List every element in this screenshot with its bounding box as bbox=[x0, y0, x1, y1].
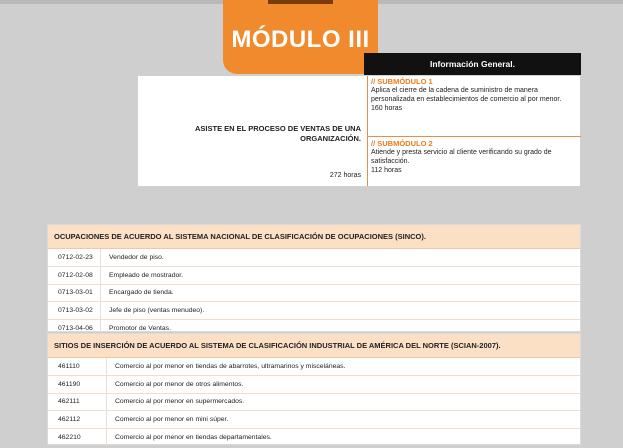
table-row bbox=[48, 429, 580, 446]
scian-desc: Comercio al por menor en mini súper. bbox=[106, 411, 580, 428]
scian-code: 461110 bbox=[58, 362, 80, 370]
table-row bbox=[48, 411, 580, 429]
scian-desc: Comercio al por menor de otros alimentos. bbox=[106, 376, 580, 393]
scian-code: 462111 bbox=[58, 398, 80, 406]
submodule-2-heading: // SUBMÓDULO 2 bbox=[371, 139, 433, 148]
tab-notch bbox=[268, 0, 333, 4]
module-total-hours: 272 horas bbox=[329, 172, 361, 179]
submodule-list bbox=[367, 76, 581, 186]
submodule-1 bbox=[368, 76, 581, 137]
table-row bbox=[48, 376, 580, 394]
table-row bbox=[48, 285, 580, 303]
sinco-title: OCUPACIONES DE ACUERDO AL SISTEMA NACIONAL DE CLASIFICACIÓN DE OCUPACIONES (SINCO). bbox=[48, 225, 580, 249]
submodule-1-text: Aplica el cierre de la cadena de suministro de manera personalizada en establecimientos de comercio al por menor. bbox=[371, 87, 562, 103]
table-row bbox=[48, 249, 580, 267]
occupation-desc: Vendedor de piso. bbox=[100, 249, 580, 266]
occupation-desc: Jefe de piso (ventas menudeo). bbox=[100, 302, 580, 319]
scian-title: SITIOS DE INSERCIÓN DE ACUERDO AL SISTEMA DE CLASIFICACIÓN INDUSTRIAL DE AMÉRICA DEL NORTE (SCIAN-2007). bbox=[48, 334, 580, 358]
module-title: MÓDULO III bbox=[231, 26, 370, 53]
scian-table bbox=[47, 333, 581, 445]
table-row bbox=[48, 302, 580, 320]
submodule-1-heading: // SUBMÓDULO 1 bbox=[371, 77, 433, 86]
submodule-2 bbox=[368, 138, 581, 186]
scian-desc: Comercio al por menor en tiendas departamentales. bbox=[106, 429, 580, 446]
sinco-table bbox=[47, 224, 581, 332]
occupation-code: 0712-02-08 bbox=[58, 271, 93, 279]
module-info-card bbox=[137, 75, 581, 187]
scian-desc: Comercio al por menor en supermercados. bbox=[106, 394, 580, 411]
submodule-2-hours: 112 horas bbox=[371, 167, 402, 174]
module-tab bbox=[223, 0, 378, 74]
occupation-code: 0712-02-23 bbox=[58, 253, 93, 261]
occupation-code: 0713-04-06 bbox=[58, 325, 93, 333]
table-row bbox=[48, 267, 580, 285]
occupation-desc: Encargado de tienda. bbox=[100, 285, 580, 302]
table-row bbox=[48, 358, 580, 376]
submodule-1-hours: 160 horas bbox=[371, 105, 403, 112]
scian-desc: Comercio al por menor en tiendas de abarrotes, ultramarinos y misceláneas. bbox=[106, 358, 580, 375]
scian-code: 461190 bbox=[58, 380, 81, 388]
module-summary bbox=[138, 76, 367, 186]
table-row bbox=[48, 394, 580, 412]
module-main-title: ASISTE EN EL PROCESO DE VENTAS DE UNA ORGANIZACIÓN. bbox=[195, 124, 361, 143]
occupation-code: 0713-03-02 bbox=[58, 307, 93, 315]
info-general-header: Información General. bbox=[364, 53, 581, 75]
scian-code: 462112 bbox=[58, 416, 81, 424]
occupation-desc: Promotor de Ventas. bbox=[100, 320, 580, 337]
occupation-desc: Empleado de mostrador. bbox=[100, 267, 580, 284]
scian-code: 462210 bbox=[58, 434, 81, 442]
occupation-code: 0713-03-01 bbox=[58, 289, 93, 297]
submodule-2-text: Atiende y presta servicio al cliente verificando su grado de satisfacción. bbox=[371, 149, 552, 165]
